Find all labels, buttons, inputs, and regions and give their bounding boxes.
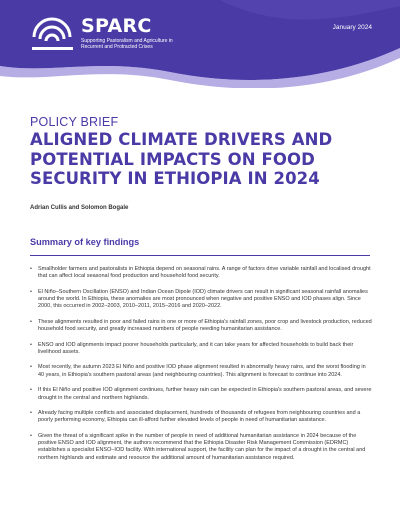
finding-item (30, 410, 372, 425)
finding-text: Smallholder farmers and pastoralists in Ethiopia depend on seasonal rains. A range of factors drive variable rainfall and localised drought that can affect local seasonal food production and household food security. (38, 266, 371, 280)
bullet-icon: • (30, 266, 32, 272)
finding-text: El Niño–Southern Oscillation (ENSO) and Indian Ocean Dipole (IOD) climate drivers can result in significant seasonal rainfall anomalies around the world. In Ethiopia, these anomalies are most pronounced when negative and positive ENSO and IOD phases align. Since 2000, this occurred in 2002–2003, 2010–2011, 2015–2016 and 2020–2022. (38, 288, 368, 310)
document-type-label: POLICY BRIEF (30, 115, 119, 129)
brand-tagline: Supporting Pastoralism and Agriculture in Recurrent and Protracted Crises (81, 38, 173, 50)
key-findings-list (30, 266, 372, 470)
publication-date: January 2024 (332, 24, 372, 31)
bullet-icon: • (30, 288, 32, 295)
bullet-icon: • (30, 432, 32, 439)
document-title: ALIGNED CLIMATE DRIVERS AND POTENTIAL IMPACTS ON FOOD SECURITY IN ETHIOPIA IN 2024 (30, 130, 333, 188)
finding-text: If this El Niño and positive IOD alignment continues, further heavy rain can be expected in Ethiopia's southern pastoral areas, and severe drought in the central and northern highlands. (38, 387, 372, 401)
header-banner (0, 0, 400, 88)
finding-text: Already facing multiple conflicts and associated displacement, hundreds of thousands of refugees from neighbouring countries and a poorly performing economy, Ethiopia can ill-afford further elevated levels of people in need of humanitarian assistance. (38, 409, 361, 424)
finding-text: Given the threat of a significant spike in the number of people in need of additional humanitarian assistance in 2024 because of the positive ENSO and IOD alignment, the authors recommend that the Ethiopia Disaster Risk Management Commission (EDRMC) establishes a specialist ENSO–IOD facility. With international support, the facility can plan for the impact of a drought in the central and northern highlands and estimate and resource the additional amount of humanitarian assistance required. (38, 432, 366, 461)
bullet-icon: • (30, 318, 32, 325)
brand-name: SPARC (81, 15, 152, 37)
authors: Adrian Cullis and Solomon Bogale (30, 205, 129, 211)
bullet-icon: • (30, 364, 32, 371)
bullet-icon: • (30, 387, 32, 394)
finding-item (30, 319, 372, 334)
bullet-icon: • (30, 341, 32, 348)
finding-item (30, 266, 372, 281)
summary-divider (30, 255, 370, 256)
finding-item (30, 387, 372, 402)
finding-item (30, 433, 372, 462)
summary-heading: Summary of key findings (30, 237, 140, 247)
finding-text: These alignments resulted in poor and failed rains in one or more of Ethiopia's rainfall zones, poor crop and livestock production, reduced household food security, and greatly increased numbers of people needing humanitarian assistance. (38, 318, 372, 333)
sparc-logo-mark-icon (30, 17, 75, 57)
finding-text: ENSO and IOD alignments impact poorer households particularly, and it can take years for affected households to build back their livelihood assets. (38, 341, 354, 355)
bullet-icon: • (30, 409, 32, 416)
finding-item (30, 342, 372, 357)
finding-item (30, 364, 372, 379)
finding-text: Most recently, the autumn 2023 El Niño and positive IOD phase alignment resulted in abnormally heavy rains, and the worst flooding in 40 years, in Ethiopia's southern pastoral areas (and neighbouring countries). This alignment is forecast to continue into 2024. (38, 364, 366, 378)
finding-item (30, 289, 372, 311)
sparc-logo (30, 15, 173, 59)
